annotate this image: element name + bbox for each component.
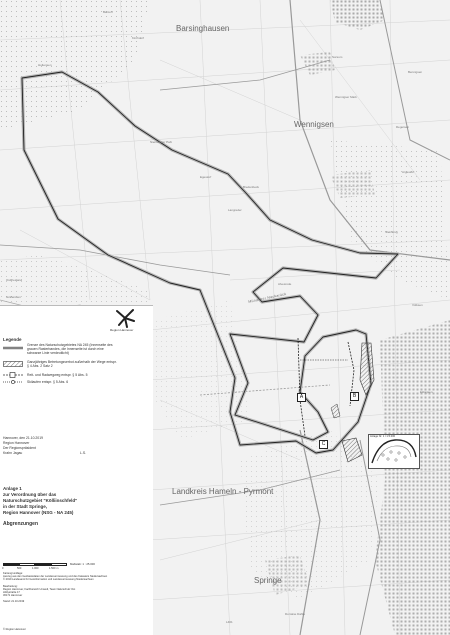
- label-kirchdorf: Kirchdorf: [132, 36, 145, 40]
- label-road-l401: L401: [226, 620, 233, 624]
- boundary-line-symbol: [3, 345, 23, 351]
- legend-item-no-entry: Ganzjähriges Betretungsverbot außerhalb der Wege entspr. § 4 Abs. 2 Satz 2: [27, 360, 117, 368]
- label-bredenbeck: Bredenbeck: [243, 185, 260, 189]
- legend-panel: [0, 305, 153, 635]
- scale-label-0: 0: [2, 567, 4, 570]
- footer-line-3: © 2019 Landesamt für Geoinformation und Landesvermessung Niedersachsen: [3, 578, 94, 581]
- region-logo-icon: [113, 308, 137, 328]
- marker-a[interactable]: A: [297, 393, 306, 402]
- date-line-2: Region Hannover: [3, 441, 30, 445]
- label-ostfriesland: Ostfriesland: [6, 278, 23, 282]
- title-line-4: in der Stadt Springe,: [3, 504, 48, 509]
- footer-copyright: © Region Hannover: [3, 628, 26, 631]
- scale-label-1500: 1.500 m: [49, 567, 59, 570]
- label-muendener-nackarueck: Mündener Nackarück: [248, 291, 287, 304]
- footer-line-8: Stand: 21.10.2019: [3, 600, 25, 603]
- legend-item-path: Reit- und Radwegweg entspr. § 5 Abs. 5: [27, 373, 88, 377]
- legend-item-boundary: Grenze des Naturschutzgebietes NA 245 (Innenseite des grauen Rasterbandes, die Innenseite ist durch eine schwarze Linie verdeutlicht): [27, 343, 113, 355]
- footer-line-2: Auszug aus den Geobasisdaten der Landesvermessung und des Katasters Niedersachsen: [3, 575, 108, 578]
- inset-drawing: [369, 435, 419, 468]
- footer-line-4: Bearbeitung:: [3, 585, 18, 588]
- agency-name: Region Hannover: [110, 328, 134, 332]
- hatched-area-symbol: [3, 361, 23, 367]
- label-egestorf: Egestorf: [200, 175, 212, 179]
- legend-item-slope: Skilaufen entspr. § 5 Abs. 6: [27, 380, 69, 384]
- title-line-3: Naturschutzgebiet "Kölliinschfeld": [3, 498, 78, 503]
- legend-title: Legende: [3, 337, 22, 342]
- label-barsinghausen: Barsinghausen: [176, 24, 230, 33]
- slope-marker-symbol: [3, 379, 23, 385]
- marker-c[interactable]: C: [319, 440, 328, 449]
- scale-label-500: 500: [17, 567, 22, 570]
- label-bantorf: Bantorf: [103, 10, 113, 14]
- title-line-1: Anlage 1: [3, 486, 22, 491]
- footer-line-7: 30171 Hannover: [3, 594, 23, 597]
- scale-label-1000: 1.000: [32, 567, 39, 570]
- footer-line-5: Region Hannover, Fachbereich Umwelt, Team Naturschutz Ost: [3, 588, 76, 591]
- label-volksen: Völksen: [412, 303, 423, 307]
- label-springe: Springe: [254, 576, 282, 585]
- label-graefensten: Gräfensten: [6, 295, 21, 299]
- label-wennigser-mark: Wennigser Mark: [335, 95, 357, 99]
- subtitle: Abgrenzungen: [3, 521, 38, 527]
- label-sorsum: Sorsum: [332, 55, 343, 59]
- date-line-3: Der Regionspräsident: [3, 446, 36, 450]
- label-landkreis: Landkreis Hameln - Pyrmont: [172, 487, 274, 496]
- label-domaene-dahle: Domäne Dahle: [285, 612, 306, 616]
- marker-b[interactable]: B: [350, 392, 359, 401]
- label-steinkrug: Steinkrug: [385, 230, 398, 234]
- label-holtensen: Holtensen: [38, 63, 52, 67]
- label-alvesrode: Alvesrode: [278, 282, 292, 286]
- seal-mark: L.S.: [80, 451, 87, 455]
- label-nienstedter-pass: Nienstedter Paß: [150, 140, 172, 144]
- label-wennigsen: Wennigsen: [294, 120, 334, 129]
- scale-bar: [3, 563, 67, 566]
- inset-map[interactable]: [368, 434, 420, 469]
- title-line-2: zur Verordnung über das: [3, 492, 57, 497]
- label-argestorf: Argestorf: [402, 170, 415, 174]
- label-eldagsen: Eldagsen: [420, 390, 433, 394]
- signatory-name: Krahn Jagau: [3, 451, 23, 455]
- label-degersen: Degersen: [396, 125, 410, 129]
- footer-line-1: Kartengrundlage:: [3, 572, 23, 575]
- scale-text: Maßstab: 1 : 25.000: [70, 562, 95, 566]
- title-line-5: Region Hannover (NSG - NA 245): [3, 510, 74, 515]
- footer-line-6: Höltystraße 17: [3, 591, 20, 594]
- date-line-1: Hannover, den 21.10.2019: [3, 436, 43, 440]
- label-bennigsen: Bennigsen: [408, 70, 423, 74]
- inset-caption: Anlage Nr. 1 / 1:5.000: [370, 435, 396, 438]
- label-langreder: Langreder: [228, 208, 242, 212]
- path-marker-symbol: [3, 372, 23, 378]
